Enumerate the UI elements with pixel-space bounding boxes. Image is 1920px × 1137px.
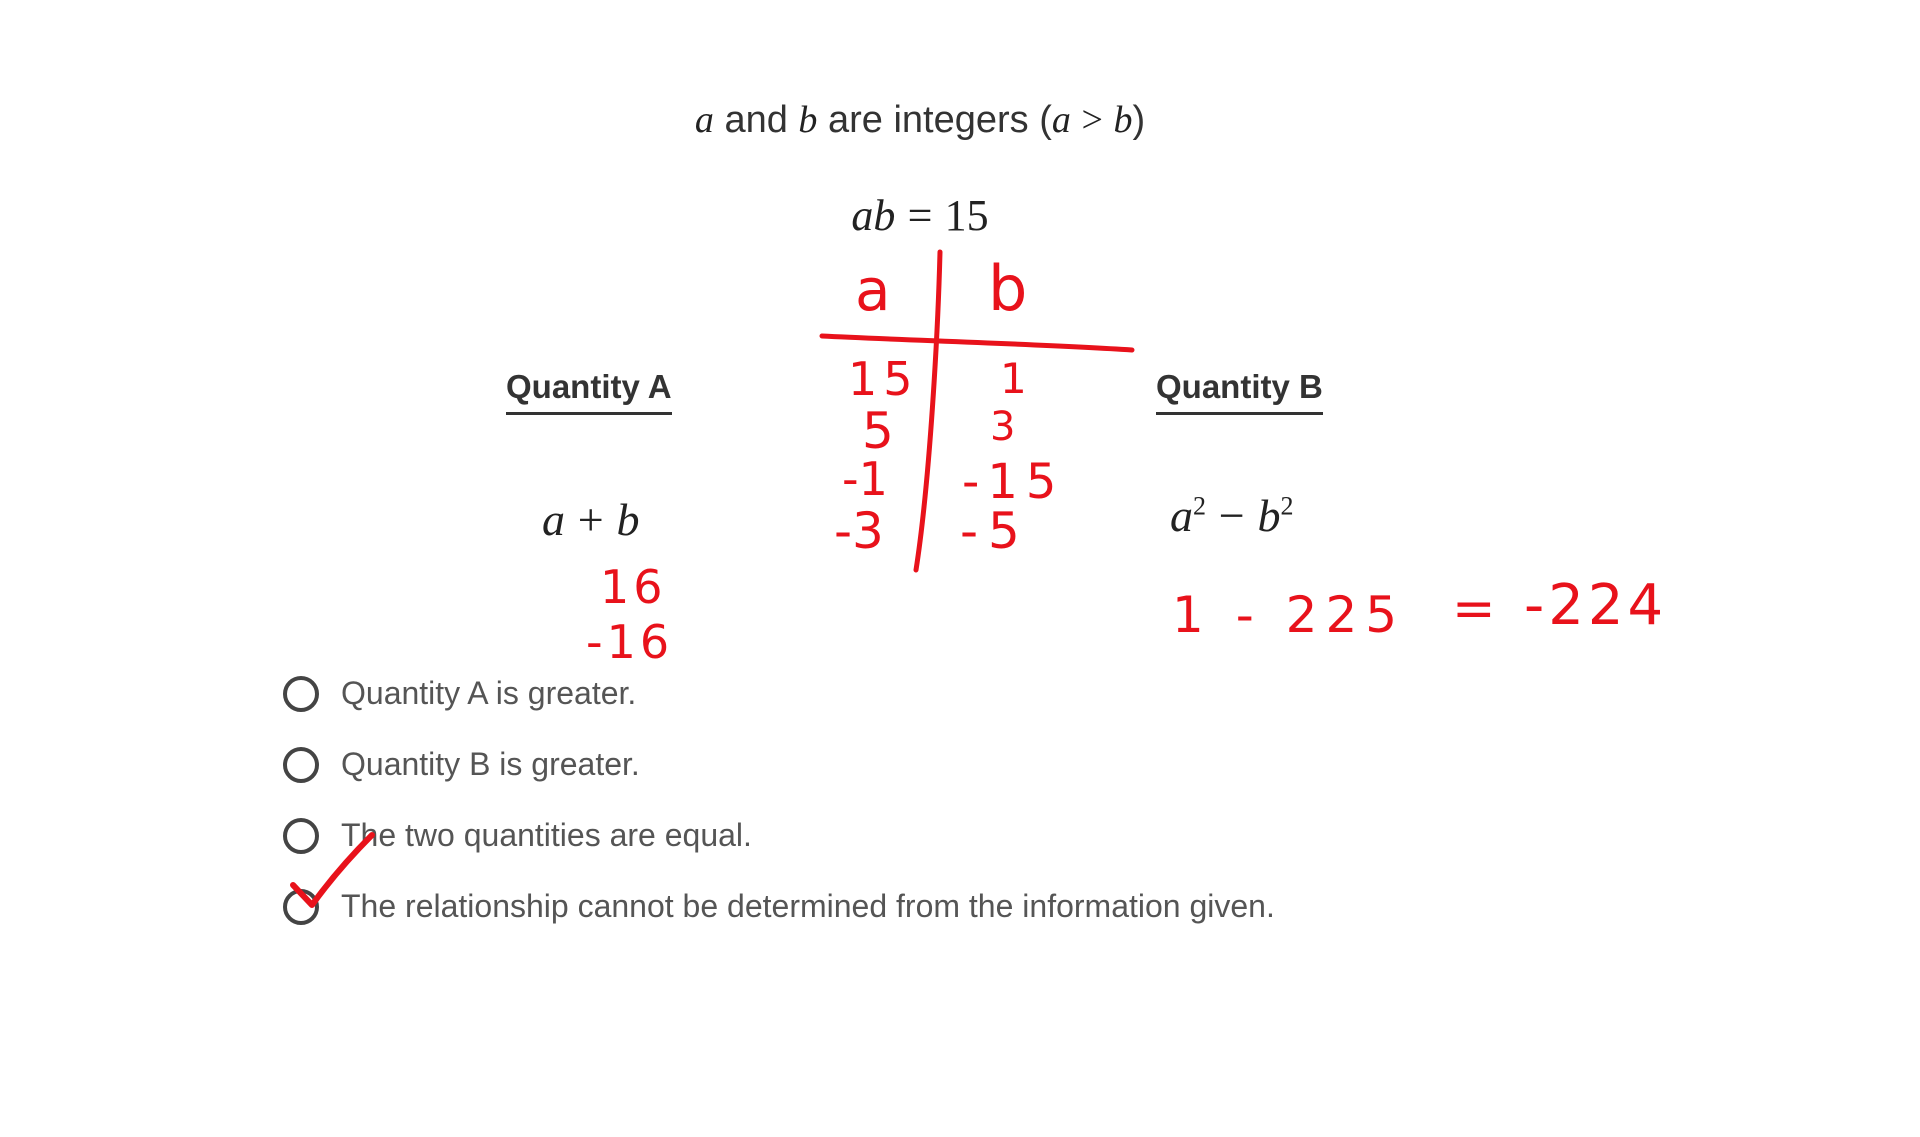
table-header-a: a (855, 256, 891, 324)
qa-var-a: a (542, 494, 565, 545)
option-label[interactable]: Quantity B is greater. (341, 746, 640, 782)
table-row-2-b: 3 (990, 404, 1016, 450)
premise-ineq-b: b (1113, 99, 1133, 141)
table-header-b: b (988, 252, 1028, 325)
given-equation (0, 190, 1840, 241)
option-quantity-a-greater[interactable] (283, 658, 1275, 729)
table-row-1-a: 15 (848, 352, 919, 406)
table-row-3-b: -15 (962, 454, 1065, 510)
radio-button[interactable] (283, 676, 319, 712)
qa-plus: + (577, 494, 604, 545)
equation-eq: = (907, 191, 933, 240)
radio-button[interactable] (283, 889, 319, 925)
option-label[interactable]: Quantity A is greater. (341, 675, 637, 711)
difference-work: 1 - 225 (1172, 586, 1406, 644)
option-label[interactable]: The relationship cannot be determined from the information given. (341, 888, 1275, 924)
table-row-2-a: 5 (862, 402, 894, 460)
premise-var-a: a (694, 99, 714, 141)
equation-rhs: 15 (944, 191, 989, 240)
table-horizontal-line (822, 336, 1132, 350)
quantity-b-expression (1170, 488, 1294, 542)
option-cannot-be-determined[interactable] (283, 871, 1275, 942)
option-quantities-equal[interactable] (283, 800, 1275, 871)
difference-result: -224 (1524, 573, 1668, 638)
option-quantity-b-greater[interactable] (283, 729, 1275, 800)
premise-var-b: b (798, 99, 818, 141)
qb-base-b: b (1257, 490, 1281, 541)
radio-button[interactable] (283, 818, 319, 854)
qb-base-a: a (1170, 490, 1193, 541)
answer-options (283, 658, 1275, 942)
premise-gt: > (1081, 99, 1103, 141)
premise-close: ) (1132, 99, 1146, 141)
table-row-4-b: -5 (960, 502, 1030, 560)
difference-equals: = (1452, 579, 1496, 639)
table-row-3-a: -1 (842, 452, 888, 506)
premise-text: are integers ( (827, 99, 1052, 141)
sum-value-positive: 16 (600, 560, 667, 614)
table-row-1-b: 1 (1000, 354, 1027, 403)
table-vertical-line (916, 252, 940, 570)
premise-ineq-a: a (1051, 99, 1071, 141)
quantity-a-expression (542, 492, 640, 546)
premise-line (0, 98, 1840, 142)
table-row-4-a: -3 (834, 502, 884, 560)
premise-and: and (724, 99, 788, 141)
equation-lhs: ab (851, 191, 896, 240)
qa-var-b: b (616, 494, 640, 545)
qb-minus: − (1218, 490, 1245, 541)
quantity-b-heading: Quantity B (1156, 368, 1323, 415)
qb-exp-a: 2 (1193, 491, 1206, 521)
sum-value-negative: -16 (586, 615, 674, 669)
radio-button[interactable] (283, 747, 319, 783)
qb-exp-b: 2 (1280, 491, 1294, 521)
quantity-a-heading: Quantity A (506, 368, 672, 415)
option-label[interactable]: The two quantities are equal. (341, 817, 752, 853)
